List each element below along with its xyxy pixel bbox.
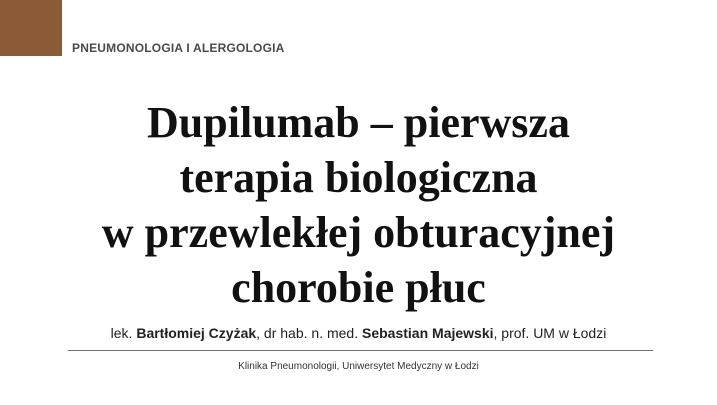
title-line-1: Dupilumab – pierwsza xyxy=(147,98,570,147)
author-2-name: Sebastian Majewski xyxy=(362,325,494,341)
author-2-degree: , dr hab. n. med. xyxy=(256,325,359,341)
article-title xyxy=(0,95,717,315)
author-1-degree: lek. xyxy=(110,325,133,341)
title-line-4: chorobie płuc xyxy=(231,263,486,312)
section-label: PNEUMONOLOGIA I ALERGOLOGIA xyxy=(72,41,285,55)
author-1-name: Bartłomiej Czyżak xyxy=(136,325,257,341)
title-line-2: terapia biologiczna xyxy=(179,153,538,202)
section-color-block xyxy=(0,0,62,56)
author-divider xyxy=(68,350,653,351)
author-list xyxy=(0,325,717,341)
author-2-title: , prof. UM w Łodzi xyxy=(493,325,607,341)
author-affiliation: Klinika Pneumonologii, Uniwersytet Medyczny w Łodzi xyxy=(238,361,479,372)
title-line-3: w przewlekłej obturacyjnej xyxy=(101,208,616,257)
